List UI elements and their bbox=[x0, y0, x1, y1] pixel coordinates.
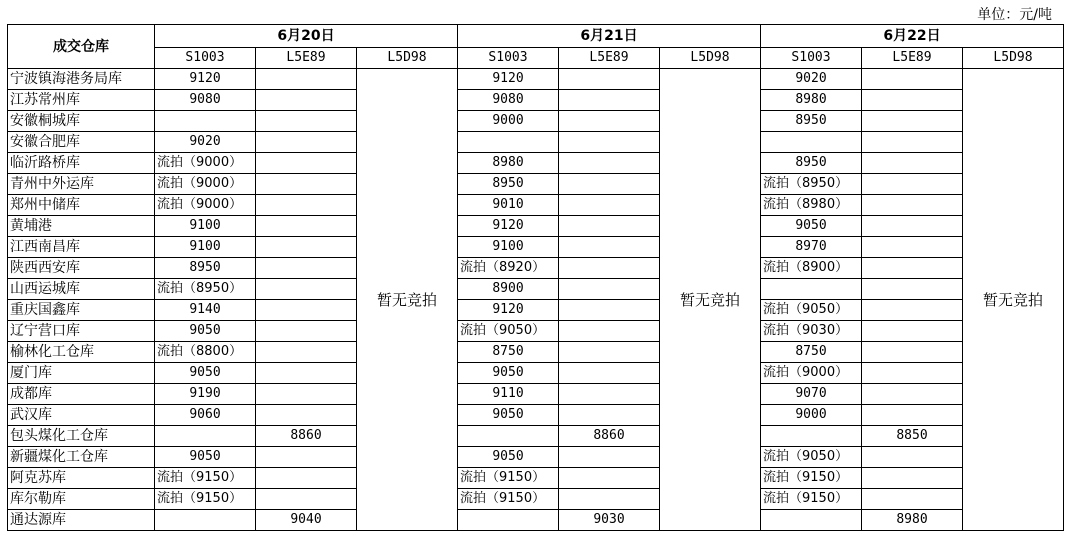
price-cell: 9040 bbox=[256, 510, 357, 531]
price-cell bbox=[559, 153, 660, 174]
price-cell bbox=[256, 174, 357, 195]
date-header: 6月20日 bbox=[155, 25, 458, 48]
price-cell bbox=[862, 132, 963, 153]
price-cell: 流拍（9150） bbox=[761, 489, 862, 510]
warehouse-name: 库尔勒库 bbox=[8, 489, 155, 510]
price-cell bbox=[862, 405, 963, 426]
price-cell: 流拍（9150） bbox=[458, 468, 559, 489]
price-cell bbox=[559, 90, 660, 111]
warehouse-column-header: 成交仓库 bbox=[8, 25, 155, 69]
grade-header: L5E89 bbox=[862, 48, 963, 69]
auction-table bbox=[7, 24, 1064, 531]
price-cell: 8860 bbox=[559, 426, 660, 447]
price-cell: 流拍（9000） bbox=[155, 174, 256, 195]
unit-label: 单位：元/吨 bbox=[977, 7, 1052, 23]
price-cell: 8950 bbox=[761, 111, 862, 132]
price-cell: 9100 bbox=[155, 216, 256, 237]
price-cell: 8980 bbox=[458, 153, 559, 174]
price-cell bbox=[559, 468, 660, 489]
table-row bbox=[8, 363, 1064, 384]
price-cell: 8970 bbox=[761, 237, 862, 258]
price-cell bbox=[256, 237, 357, 258]
table-row bbox=[8, 300, 1064, 321]
table-row bbox=[8, 510, 1064, 531]
warehouse-name: 阿克苏库 bbox=[8, 468, 155, 489]
price-cell: 9070 bbox=[761, 384, 862, 405]
price-cell bbox=[256, 90, 357, 111]
price-cell bbox=[761, 132, 862, 153]
price-cell bbox=[559, 447, 660, 468]
warehouse-name: 宁波镇海港务局库 bbox=[8, 69, 155, 90]
price-cell bbox=[458, 132, 559, 153]
price-cell: 9050 bbox=[458, 405, 559, 426]
price-cell: 9120 bbox=[458, 216, 559, 237]
table-row bbox=[8, 216, 1064, 237]
price-cell bbox=[862, 237, 963, 258]
grade-header-row bbox=[8, 48, 1064, 69]
price-cell bbox=[862, 384, 963, 405]
price-cell: 流拍（9150） bbox=[155, 489, 256, 510]
price-cell bbox=[862, 216, 963, 237]
price-cell: 流拍（8900） bbox=[761, 258, 862, 279]
grade-header: L5E89 bbox=[256, 48, 357, 69]
warehouse-name: 厦门库 bbox=[8, 363, 155, 384]
price-cell bbox=[256, 258, 357, 279]
table-row bbox=[8, 195, 1064, 216]
price-cell: 8950 bbox=[458, 174, 559, 195]
price-cell: 流拍（8980） bbox=[761, 195, 862, 216]
warehouse-name: 江苏常州库 bbox=[8, 90, 155, 111]
table-row bbox=[8, 132, 1064, 153]
grade-header: S1003 bbox=[458, 48, 559, 69]
table-row bbox=[8, 447, 1064, 468]
price-cell: 流拍（9000） bbox=[761, 363, 862, 384]
price-cell bbox=[256, 111, 357, 132]
warehouse-name: 武汉库 bbox=[8, 405, 155, 426]
price-cell: 9050 bbox=[458, 447, 559, 468]
warehouse-name: 榆林化工仓库 bbox=[8, 342, 155, 363]
price-cell bbox=[256, 384, 357, 405]
price-cell bbox=[761, 426, 862, 447]
price-cell bbox=[559, 216, 660, 237]
warehouse-name: 通达源库 bbox=[8, 510, 155, 531]
grade-header: L5D98 bbox=[357, 48, 458, 69]
price-cell: 流拍（8800） bbox=[155, 342, 256, 363]
price-cell: 8900 bbox=[458, 279, 559, 300]
price-cell bbox=[559, 300, 660, 321]
price-cell bbox=[862, 447, 963, 468]
price-cell: 流拍（9050） bbox=[761, 300, 862, 321]
price-cell: 流拍（8950） bbox=[761, 174, 862, 195]
price-cell bbox=[559, 489, 660, 510]
price-cell bbox=[256, 363, 357, 384]
price-cell: 9020 bbox=[155, 132, 256, 153]
warehouse-name: 青州中外运库 bbox=[8, 174, 155, 195]
grade-header: S1003 bbox=[155, 48, 256, 69]
price-cell bbox=[458, 426, 559, 447]
table-row bbox=[8, 426, 1064, 447]
price-cell: 流拍（9050） bbox=[761, 447, 862, 468]
price-cell: 8850 bbox=[862, 426, 963, 447]
price-cell: 8950 bbox=[761, 153, 862, 174]
price-cell bbox=[559, 279, 660, 300]
price-cell bbox=[256, 69, 357, 90]
price-cell bbox=[559, 363, 660, 384]
price-cell bbox=[256, 321, 357, 342]
price-cell bbox=[256, 279, 357, 300]
price-cell bbox=[862, 174, 963, 195]
price-cell: 9010 bbox=[458, 195, 559, 216]
table-row bbox=[8, 384, 1064, 405]
price-cell bbox=[256, 447, 357, 468]
price-cell: 9000 bbox=[458, 111, 559, 132]
grade-header: L5D98 bbox=[660, 48, 761, 69]
price-cell: 8980 bbox=[761, 90, 862, 111]
table-row bbox=[8, 90, 1064, 111]
warehouse-name: 辽宁营口库 bbox=[8, 321, 155, 342]
price-cell bbox=[559, 258, 660, 279]
warehouse-name: 陕西西安库 bbox=[8, 258, 155, 279]
warehouse-name: 新疆煤化工仓库 bbox=[8, 447, 155, 468]
price-cell: 9100 bbox=[155, 237, 256, 258]
price-cell: 8750 bbox=[458, 342, 559, 363]
warehouse-name: 成都库 bbox=[8, 384, 155, 405]
date-header: 6月22日 bbox=[761, 25, 1064, 48]
grade-header: L5E89 bbox=[559, 48, 660, 69]
no-auction-cell: 暂无竞拍 bbox=[660, 69, 761, 531]
price-cell: 9050 bbox=[761, 216, 862, 237]
price-cell bbox=[862, 258, 963, 279]
price-cell: 流拍（9150） bbox=[155, 468, 256, 489]
price-cell bbox=[256, 153, 357, 174]
price-cell: 9020 bbox=[761, 69, 862, 90]
price-cell bbox=[862, 153, 963, 174]
warehouse-name: 包头煤化工仓库 bbox=[8, 426, 155, 447]
price-cell: 9110 bbox=[458, 384, 559, 405]
table-row bbox=[8, 69, 1064, 90]
price-cell bbox=[862, 342, 963, 363]
price-cell bbox=[559, 342, 660, 363]
price-cell: 流拍（8950） bbox=[155, 279, 256, 300]
price-cell bbox=[458, 510, 559, 531]
price-cell bbox=[559, 69, 660, 90]
table-row bbox=[8, 153, 1064, 174]
price-cell bbox=[256, 405, 357, 426]
price-cell bbox=[256, 216, 357, 237]
price-cell: 9120 bbox=[155, 69, 256, 90]
price-cell bbox=[256, 132, 357, 153]
warehouse-name: 郑州中储库 bbox=[8, 195, 155, 216]
price-cell bbox=[559, 111, 660, 132]
price-cell: 9050 bbox=[155, 363, 256, 384]
table-body bbox=[8, 69, 1064, 531]
price-cell bbox=[256, 300, 357, 321]
price-cell: 9190 bbox=[155, 384, 256, 405]
price-cell: 流拍（9000） bbox=[155, 153, 256, 174]
no-auction-cell: 暂无竞拍 bbox=[357, 69, 458, 531]
price-cell bbox=[155, 111, 256, 132]
price-cell bbox=[559, 321, 660, 342]
warehouse-name: 重庆国鑫库 bbox=[8, 300, 155, 321]
grade-header: S1003 bbox=[761, 48, 862, 69]
price-cell bbox=[559, 195, 660, 216]
date-header-row bbox=[8, 25, 1064, 48]
table-row bbox=[8, 258, 1064, 279]
price-cell bbox=[761, 279, 862, 300]
price-cell bbox=[559, 174, 660, 195]
price-cell bbox=[862, 300, 963, 321]
price-cell bbox=[559, 237, 660, 258]
price-cell: 9030 bbox=[559, 510, 660, 531]
price-cell bbox=[862, 195, 963, 216]
warehouse-name: 山西运城库 bbox=[8, 279, 155, 300]
price-cell bbox=[559, 384, 660, 405]
price-cell bbox=[862, 489, 963, 510]
price-cell: 9000 bbox=[761, 405, 862, 426]
table-row bbox=[8, 468, 1064, 489]
price-cell: 流拍（9050） bbox=[458, 321, 559, 342]
price-cell: 流拍（8920） bbox=[458, 258, 559, 279]
price-cell: 9080 bbox=[155, 90, 256, 111]
price-cell bbox=[559, 405, 660, 426]
price-cell bbox=[256, 342, 357, 363]
warehouse-name: 黄埔港 bbox=[8, 216, 155, 237]
table-row bbox=[8, 321, 1064, 342]
price-cell: 9120 bbox=[458, 69, 559, 90]
price-cell: 流拍（9030） bbox=[761, 321, 862, 342]
no-auction-cell: 暂无竞拍 bbox=[963, 69, 1064, 531]
price-cell: 9120 bbox=[458, 300, 559, 321]
price-cell bbox=[761, 510, 862, 531]
table-row bbox=[8, 342, 1064, 363]
price-cell: 流拍（9150） bbox=[458, 489, 559, 510]
price-cell bbox=[256, 468, 357, 489]
price-cell bbox=[862, 363, 963, 384]
table-row bbox=[8, 489, 1064, 510]
price-cell: 9140 bbox=[155, 300, 256, 321]
price-cell: 8950 bbox=[155, 258, 256, 279]
price-cell: 流拍（9000） bbox=[155, 195, 256, 216]
price-cell bbox=[862, 321, 963, 342]
price-cell bbox=[256, 195, 357, 216]
price-cell: 8860 bbox=[256, 426, 357, 447]
warehouse-name: 临沂路桥库 bbox=[8, 153, 155, 174]
price-cell: 9060 bbox=[155, 405, 256, 426]
warehouse-name: 安徽桐城库 bbox=[8, 111, 155, 132]
price-cell bbox=[862, 69, 963, 90]
price-cell bbox=[256, 489, 357, 510]
price-cell: 8750 bbox=[761, 342, 862, 363]
date-header: 6月21日 bbox=[458, 25, 761, 48]
price-cell: 9100 bbox=[458, 237, 559, 258]
price-cell bbox=[862, 111, 963, 132]
price-cell bbox=[155, 426, 256, 447]
warehouse-name: 安徽合肥库 bbox=[8, 132, 155, 153]
price-cell bbox=[155, 510, 256, 531]
table-row bbox=[8, 111, 1064, 132]
table-row bbox=[8, 174, 1064, 195]
table-row bbox=[8, 405, 1064, 426]
price-cell: 9050 bbox=[155, 321, 256, 342]
price-cell: 9080 bbox=[458, 90, 559, 111]
price-cell: 9050 bbox=[155, 447, 256, 468]
price-cell bbox=[862, 468, 963, 489]
table-row bbox=[8, 237, 1064, 258]
price-cell bbox=[862, 90, 963, 111]
warehouse-name: 江西南昌库 bbox=[8, 237, 155, 258]
table-row bbox=[8, 279, 1064, 300]
price-cell: 9050 bbox=[458, 363, 559, 384]
price-cell bbox=[559, 132, 660, 153]
price-cell: 8980 bbox=[862, 510, 963, 531]
grade-header: L5D98 bbox=[963, 48, 1064, 69]
price-cell: 流拍（9150） bbox=[761, 468, 862, 489]
price-cell bbox=[862, 279, 963, 300]
